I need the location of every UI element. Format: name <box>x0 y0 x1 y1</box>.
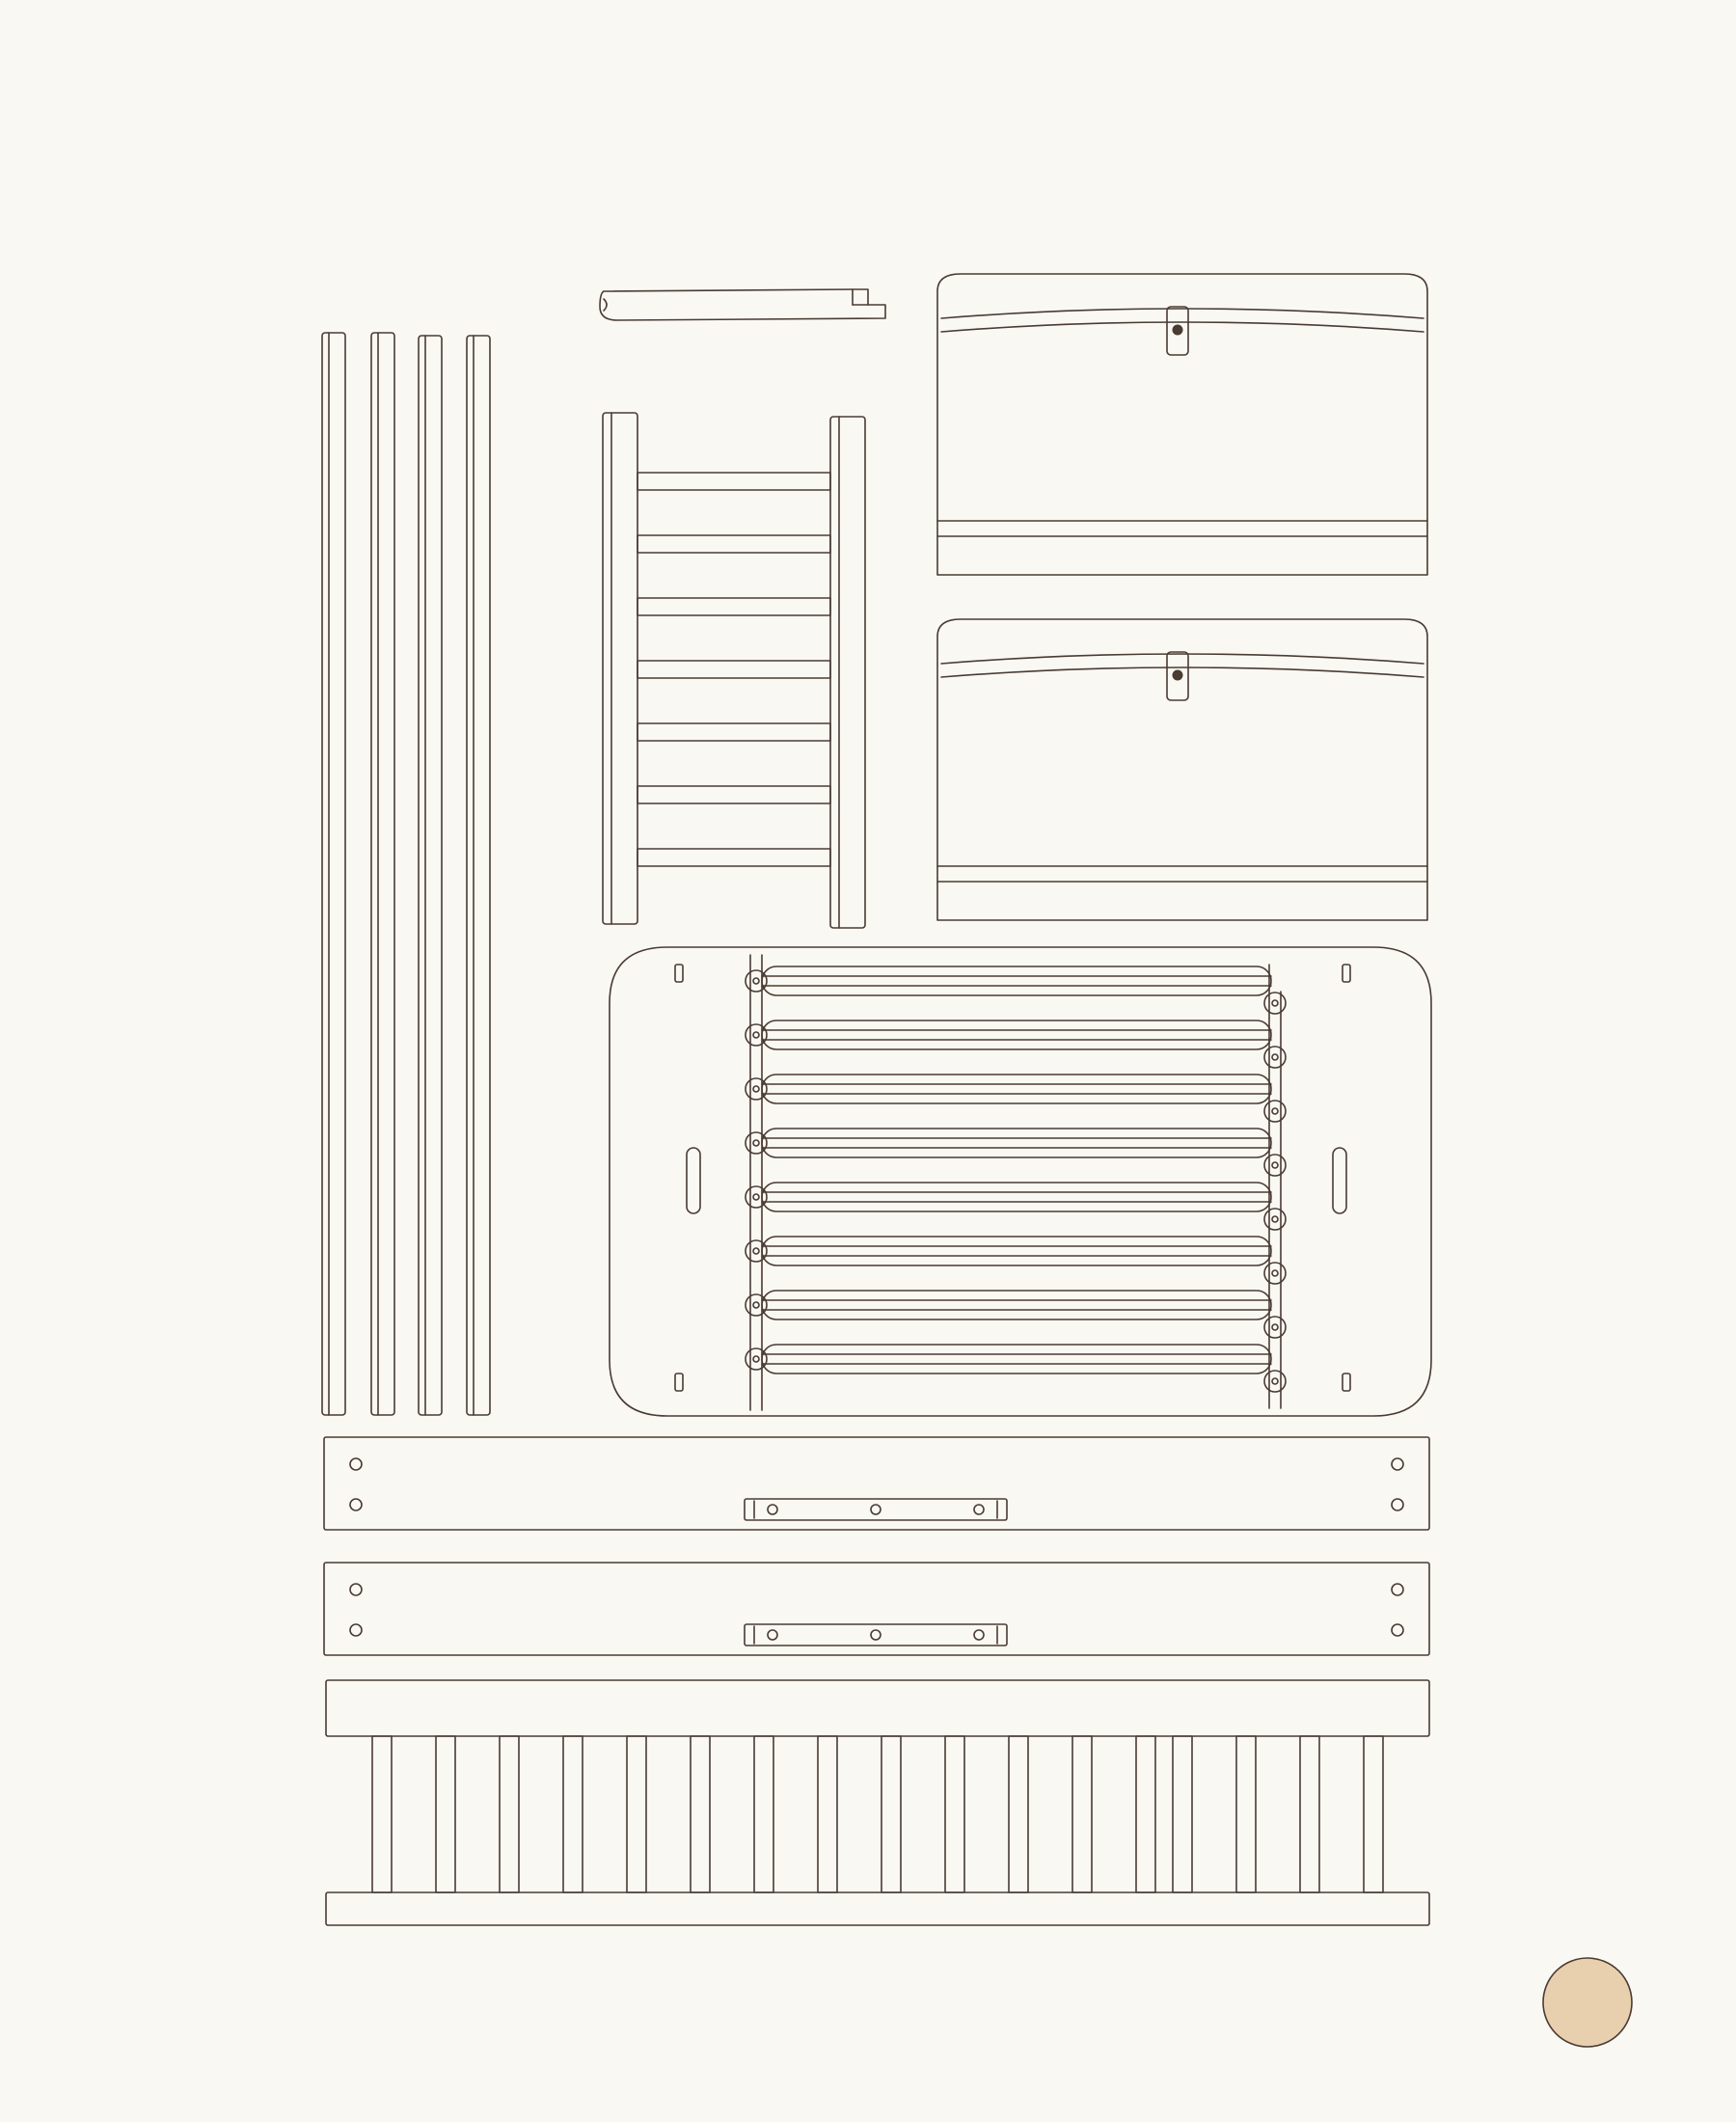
color-swatch[interactable] <box>1543 1958 1632 2047</box>
